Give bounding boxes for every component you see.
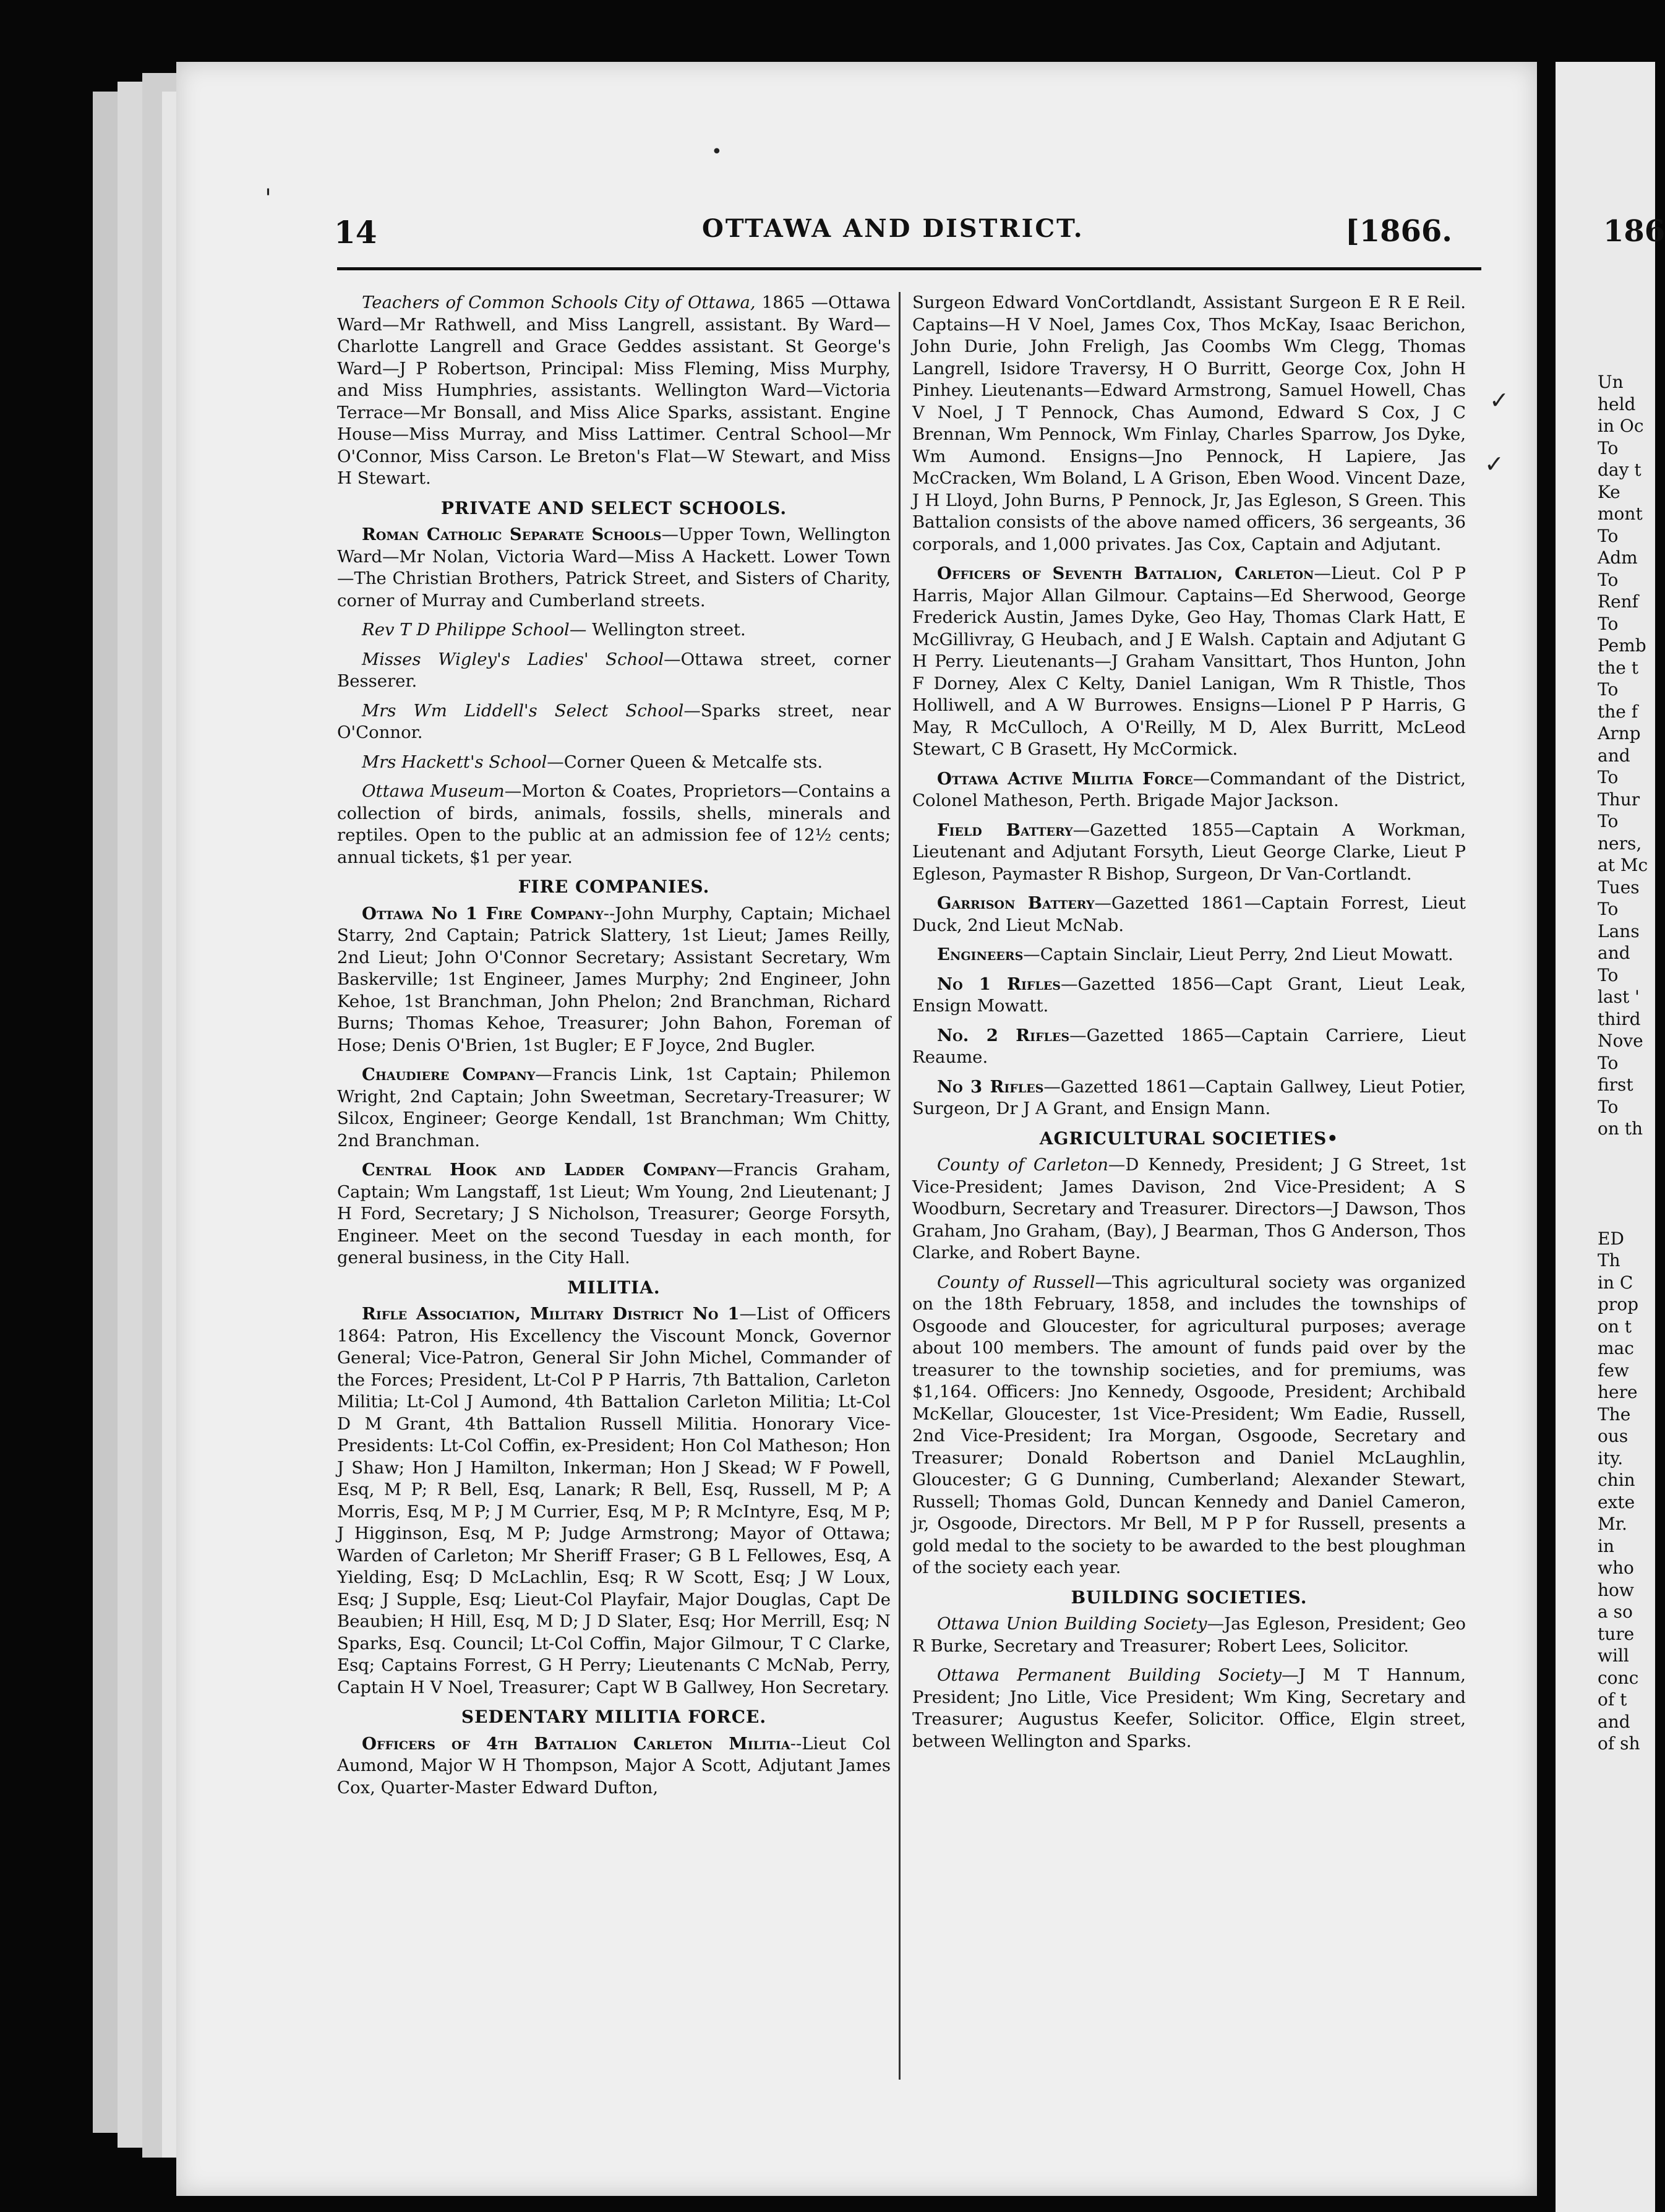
right-column (912, 292, 1466, 1760)
entry-lead: Mrs Wm Liddell's Select School (362, 700, 684, 721)
facing-page-line: chin (1598, 1470, 1635, 1490)
paragraph-4th-battalion-cont (912, 292, 1466, 555)
entry-lead: Mrs Hackett's School (362, 752, 547, 772)
paragraph-no2-rifles (912, 1025, 1466, 1069)
left-column (337, 292, 891, 1806)
entry-text: —Corner Queen & Metcalfe sts. (547, 752, 823, 772)
facing-page-line: Adm (1598, 547, 1638, 568)
facing-page-line (1598, 1184, 1659, 1206)
entry-text: —Francis Graham, Captain; Wm Langstaff, 1st Lieut; Wm Young, 2nd Lieutenant; J H Ford, Secretary; J S Nicholson, Treasurer; George Forsyth, Engineer. Meet on the second Tuesday in each month, for general business, in the City Hall. (337, 1160, 891, 1267)
facing-page-line: To (1598, 964, 1619, 985)
section-heading-fire-companies: FIRE COMPANIES. (518, 877, 710, 897)
facing-page-line: ED (1598, 1228, 1624, 1249)
facing-page-line: and (1598, 745, 1630, 766)
entry-text: —Morton & Coates, Proprietors—Contains a collection of birds, animals, fossils, shells, minerals and reptiles. Open to the public at an admission fee of 12½ cents; annual tickets, $1 per year. (337, 781, 891, 867)
facing-page-line: To (1598, 811, 1619, 831)
margin-dot-mark: • (711, 141, 722, 163)
paragraph-philippe-school (337, 619, 891, 641)
entry-text: —Gazetted 1856—Capt Grant, Lieut Leak, Ensign Mowatt. (912, 974, 1466, 1016)
entry-lead: Ottawa Union Building Society (937, 1614, 1207, 1634)
entry-lead: Garrison Battery (937, 893, 1095, 913)
entry-text: --John Murphy, Captain; Michael Starry, 2nd Captain; Patrick Slattery, 1st Lieut; James Reilly, 2nd Lieut; John O'Connor Secretary; Assistant Secretary, Wm Baskerville; 1st Engineer, James Murphy; 2nd Engineer, John Kehoe, 1st Branchman, John Phelon; 2nd Branchman, Richard Burns; Thomas Kehoe, Treasurer; John Bahon, Foreman of Hose; Denis O'Brien, 1st Bugler; E F Joyce, 2nd Bugler. (337, 903, 891, 1055)
facing-page-line: who (1598, 1558, 1634, 1578)
facing-page-line: first (1598, 1074, 1633, 1095)
entry-text: —Jas Egleson, President; Geo R Burke, Secretary and Treasurer; Robert Lees, Solicitor. (912, 1614, 1466, 1656)
entry-text: —D Kennedy, President; J G Street, 1st Vice-President; James Davison, 2nd Vice-President; A S Woodburn, Secretary and Treasurer. Directors—J Dawson, Thos Graham, Jno Graham, (Bay), J Bearman, Thos G Anderson, Thos Clarke, and Robert Bayne. (912, 1155, 1466, 1262)
entry-text: —Gazetted 1855—Captain A Workman, Lieutenant and Adjutant Forsyth, Lieut George Clarke, Lieut P Egleson, Paymaster R Bishop, Surgeon, Dr Van-Cortlandt. (912, 820, 1466, 884)
facing-page-line: ture (1598, 1623, 1635, 1644)
entry-lead: Officers of Seventh Battalion, Carleton (937, 564, 1314, 583)
entry-text: —List of Officers 1864: Patron, His Excellency the Viscount Monck, Governor General; Vice-Patron, General Sir John Michel, Commander of the Forces; President, Lt-Col P P Harris, 7th Battalion, Carleton Militia; Lt-Col J Aumond, 4th Battalion Carleton Militia; Lt-Col D M Grant, 4th Battalion Russell Militia. Honorary Vice-Presidents: Lt-Col Coffin, ex-President; Hon Col Matheson; Hon J Shaw; Hon J Hamilton, Inkerman; Hon J Skead; W F Powell, Esq, M P; R Bell, Esq, Lanark; R Bell, Esq, Russell, M P; A Morris, Esq, M P; J M Currier, Esq, M P; R McIntyre, Esq, M P; J Higginson, Esq, M P; Judge Armstrong; Mayor of Ottawa; Warden of Carleton; Mr Sheriff Fraser; G B L Fellowes, Esq, A Yielding, Esq; D McLachlin, Esq; R W Scott, Esq; J W Loux, Esq; J Supple, Esq; Lieut-Col Playfair, Major Douglas, Capt De Beaubien; H Hill, Esq, M D; J D Slater, Esq; Hor Merrill, Esq; N Sparks, Esq. Council; Lt-Col Coffin, Major Gilmour, T C Clarke, Esq; Captains Forrest, G H Perry; Lieutenants C McNab, Perry, Captain H V Noel, Treasurer; Capt W B Gallwey, Hon Secretary. (337, 1304, 891, 1697)
paragraph-no3-rifles (912, 1076, 1466, 1120)
entry-lead: Rev T D Philippe School (362, 620, 570, 640)
facing-page-line: will (1598, 1645, 1629, 1666)
facing-page-line: Ke (1598, 481, 1620, 502)
entry-text: —Commandant of the District, Colonel Matheson, Perth. Brigade Major Jackson. (912, 768, 1466, 810)
entry-text: —Upper Town, Wellington Ward—Mr Nolan, Victoria Ward—Miss A Hackett. Lower Town—The Christian Brothers, Patrick Street, and Sisters of Charity, corner of Murray and Cumberland streets. (337, 525, 891, 611)
facing-page-line: the t (1598, 657, 1639, 678)
paragraph-county-russell (912, 1272, 1466, 1579)
facing-page-line: at Mc (1598, 855, 1648, 875)
margin-check-mark: ✓ (1484, 450, 1504, 478)
section-heading-militia: MILITIA. (567, 1277, 661, 1298)
paragraph-active-militia (912, 768, 1466, 812)
entry-lead: No. 2 Rifles (937, 1025, 1070, 1045)
paragraph-teachers (337, 292, 891, 490)
facing-page-line: on t (1598, 1316, 1632, 1337)
facing-page-line (1598, 1140, 1659, 1162)
margin-quote-mark: ' (265, 184, 272, 213)
facing-page-line: here (1598, 1382, 1638, 1402)
entry-lead: Central Hook and Ladder Company (362, 1160, 716, 1180)
facing-page-line: ity. (1598, 1447, 1624, 1468)
paragraph-county-carleton (912, 1154, 1466, 1264)
facing-page-line: To (1598, 899, 1619, 919)
entry-text: —J M T Hannum, President; Jno Litle, Vice President; Wm King, Secretary and Treasurer; Augustus Keefer, Solicitor. Office, Elgin street, between Wellington and Sparks. (912, 1665, 1466, 1751)
facing-page-line: Nove (1598, 1031, 1643, 1051)
entry-lead: Teachers of Common Schools City of Ottawa, (362, 293, 756, 312)
entry-text: Surgeon Edward VonCortdlandt, Assistant Surgeon E R E Reil. Captains—H V Noel, James Cox, Thos McKay, Isaac Berichon, John Durie, John Freligh, Jas Coombs Wm Clegg, Thomas Langrell, Isidore Traversy, H O Burritt, George Cox, John H Pinhey. Lieutenants—Edward Armstrong, Samuel Howell, Chas V Noel, J T Pennock, Chas Aumond, Edward S Cox, J C Brennan, Wm Pennock, Wm Finlay, Charles Sparrow, Jos Dyke, Wm Aumond. Ensigns—Jno Pennock, H Lapiere, Jas McCracken, Wm Boland, L A Grison, Eben Wood. Vincent Daze, J H Lloyd, John Burns, P Pennock, Jr, Jas Egleson, S Green. This Battalion consists of the above named officers, 36 sergeants, 36 corporals, and 1,000 privates. Jas Cox, Captain and Adjutant. (912, 293, 1466, 554)
header-rule (337, 267, 1481, 270)
facing-page-line: how (1598, 1579, 1634, 1600)
paragraph-4th-battalion (337, 1733, 891, 1799)
facing-page-text (1598, 371, 1659, 1755)
header-year: [1866. (1345, 214, 1453, 249)
paragraph-wigley-school (337, 649, 891, 693)
facing-page-line (1598, 1162, 1659, 1184)
entry-text: —Lieut. Col P P Harris, Major Allan Gilmour. Captains—Ed Sherwood, George Frederick Austin, James Dyke, Geo Hay, Thomas Clark Hatt, E McGillivray, G Heubach, and J E Walsh. Captain and Adjutant G H Perry. Lieutenants—J Graham Vansittart, Thos Hunton, John F Dorney, Alex C Kelty, Daniel Lanigan, Wm R Thistle, Thos Holliwell, and A W Burrowes. Ensigns—Lionel P P Harris, G May, R McCulloch, A O'Reilly, M D, Alex Burritt, McLeod Stewart, C B Grasett, Hy McCormick. (912, 564, 1466, 759)
facing-page-line: Arnp (1598, 723, 1641, 744)
entry-lead: County of Carleton (937, 1155, 1108, 1175)
entry-text: 1865 —Ottawa Ward—Mr Rathwell, and Miss Langrell, assistant. By Ward—Charlotte Langrell and Grace Geddes assistant. St George's Ward—J P Robertson, Principal: Miss Fleming, Miss Murphy, and Miss Humphries, assistants. Wellington Ward—Victoria Terrace—Mr Bonsall, and Miss Alice Sparks, assistant. Engine House—Miss Murray, and Miss Lattimer. Central School—Mr O'Connor, Miss Carson. Le Breton's Flat—W Stewart, and Miss H Stewart. (337, 293, 891, 488)
facing-page-line: third (1598, 1008, 1641, 1029)
facing-page-line: last ' (1598, 987, 1640, 1007)
facing-page-line: Pemb (1598, 635, 1646, 656)
facing-page-line: To (1598, 767, 1619, 787)
facing-page-line: on th (1598, 1118, 1643, 1139)
paragraph-museum (337, 781, 891, 868)
column-divider (899, 292, 901, 2080)
facing-page-line (1598, 1206, 1659, 1228)
paragraph-garrison-battery (912, 893, 1466, 937)
facing-page-line: To (1598, 1096, 1619, 1117)
facing-page-line: conc (1598, 1667, 1639, 1688)
paragraph-seventh-battalion (912, 563, 1466, 761)
entry-lead: Ottawa No 1 Fire Company (362, 903, 604, 924)
paragraph-engineers (912, 944, 1466, 966)
facing-page-line: mac (1598, 1338, 1634, 1358)
section-heading-private-schools: PRIVATE AND SELECT SCHOOLS. (440, 497, 787, 518)
facing-page-line: a so (1598, 1601, 1633, 1622)
entry-text: —Gazetted 1861—Captain Gallwey, Lieut Potier, Surgeon, Dr J A Grant, and Ensign Mann. (912, 1076, 1466, 1118)
facing-page-line: day t (1598, 460, 1641, 480)
facing-page-line: Thur (1598, 789, 1640, 810)
paragraph-separate-schools (337, 524, 891, 612)
section-heading-sedentary-militia: SEDENTARY MILITIA FORCE. (461, 1707, 767, 1727)
facing-page-line: Th (1598, 1250, 1620, 1271)
facing-page-line: few (1598, 1360, 1629, 1381)
paragraph-hook-ladder (337, 1159, 891, 1269)
facing-page-line: Lans (1598, 920, 1640, 941)
facing-page-line: To (1598, 1052, 1619, 1073)
facing-page-line: To (1598, 679, 1619, 700)
entry-text: —Captain Sinclair, Lieut Perry, 2nd Lieut Mowatt. (1023, 945, 1453, 964)
entry-lead: Chaudiere Company (362, 1065, 536, 1084)
facing-page-line: and (1598, 943, 1630, 963)
facing-page-line: ous (1598, 1426, 1629, 1446)
entry-lead: Ottawa Permanent Building Society (937, 1665, 1282, 1685)
entry-lead: No 3 Rifles (937, 1076, 1044, 1097)
facing-page-line: ners, (1598, 833, 1642, 854)
paragraph-chaudiere-company (337, 1064, 891, 1152)
entry-lead: County of Russell (937, 1272, 1095, 1292)
facing-page-line: prop (1598, 1294, 1639, 1314)
facing-page-line: of t (1598, 1689, 1627, 1710)
paragraph-union-building (912, 1613, 1466, 1657)
entry-lead: Ottawa Active Militia Force (937, 768, 1193, 789)
paragraph-hackett-school (337, 752, 891, 774)
facing-page-line: in C (1598, 1272, 1633, 1293)
facing-page-line: in (1598, 1535, 1614, 1556)
paragraph-field-battery (912, 820, 1466, 886)
facing-page-line: The (1598, 1404, 1631, 1425)
entry-text: —This agricultural society was organized on the 18th February, 1858, and includes the townships of Osgoode and Gloucester, for agricultural purposes; average about 100 members. The amount of funds paid over by the treasurer to the township societies, and for premiums, was $1,164. Officers: Jno Kennedy, Osgoode, President; Archibald McKellar, Gloucester, 1st Vice-President; Wm Eadie, Russell, 2nd Vice-President; Ira Morgan, Osgoode, Secretary and Treasurer; Donald Robertson and Daniel McLaughlin, Gloucester; G G Dunning, Cumberland; Alexander Stewart, Russell; Thomas Gold, Duncan Kennedy and Daniel Cameron, jr, Osgoode, Directors. Mr Bell, M P P for Russell, presents a gold medal to the society to be awarded to the best ploughman of the society each year. (912, 1272, 1466, 1577)
page-number: 14 (334, 214, 377, 251)
facing-page-line: To (1598, 437, 1619, 458)
section-heading-building-societies: BUILDING SOCIETIES. (1071, 1587, 1308, 1608)
facing-page-line: Tues (1598, 877, 1640, 898)
facing-page-line: To (1598, 569, 1619, 590)
facing-page-line: Un (1598, 372, 1624, 392)
entry-text: —Gazetted 1861—Captain Forrest, Lieut Duck, 2nd Lieut McNab. (912, 893, 1466, 935)
facing-page-line: To (1598, 613, 1619, 634)
facing-page-line: exte (1598, 1491, 1635, 1512)
paragraph-rifle-association (337, 1303, 891, 1699)
entry-lead: Officers of 4th Battalion Carleton Militia (362, 1733, 790, 1754)
section-heading-agricultural: AGRICULTURAL SOCIETIES• (1039, 1128, 1339, 1149)
paragraph-fire-company-1 (337, 903, 891, 1057)
margin-check-mark: ✓ (1489, 387, 1509, 414)
facing-page-line: Mr. (1598, 1514, 1627, 1534)
entry-lead: Misses Wigley's Ladies' School (362, 649, 664, 669)
entry-lead: Ottawa Museum (362, 781, 505, 801)
paragraph-permanent-building (912, 1665, 1466, 1752)
running-title: OTTAWA AND DISTRICT. (702, 214, 1084, 243)
entry-text: —Francis Link, 1st Captain; Philemon Wright, 2nd Captain; John Sweetman, Secretary-Treasurer; W Silcox, Engineer; George Kendall, 1st Branchman; Wm Chitty, 2nd Branchman. (337, 1065, 891, 1151)
facing-page-line: held (1598, 393, 1636, 414)
entry-lead: Rifle Association, Military District No 1 (362, 1304, 740, 1324)
entry-text: —Ottawa street, corner Besserer. (337, 649, 891, 691)
entry-lead: Roman Catholic Separate Schools (362, 525, 662, 544)
paragraph-no1-rifles (912, 974, 1466, 1018)
entry-text: —Sparks street, near O'Connor. (337, 700, 891, 742)
facing-page (1556, 62, 1665, 2212)
entry-lead: No 1 Rifles (937, 974, 1061, 994)
entry-text: —Gazetted 1865—Captain Carriere, Lieut Reaume. (912, 1025, 1466, 1067)
facing-page-line: To (1598, 525, 1619, 546)
facing-page-line: and (1598, 1711, 1630, 1732)
facing-page-line: of sh (1598, 1733, 1640, 1754)
facing-page-header: 186 (1603, 214, 1665, 249)
facing-page-line: Renf (1598, 591, 1639, 612)
entry-lead: Engineers (937, 945, 1024, 964)
facing-page-line: in Oc (1598, 416, 1644, 436)
facing-page-line: mont (1598, 504, 1643, 524)
facing-page-line: the f (1598, 701, 1638, 722)
paragraph-liddell-school (337, 700, 891, 744)
entry-text: — Wellington street. (569, 620, 746, 640)
entry-text: --Lieut Col Aumond, Major W H Thompson, Major A Scott, Adjutant James Cox, Quarter-Master Edward Dufton, (337, 1733, 891, 1798)
entry-lead: Field Battery (937, 820, 1073, 840)
